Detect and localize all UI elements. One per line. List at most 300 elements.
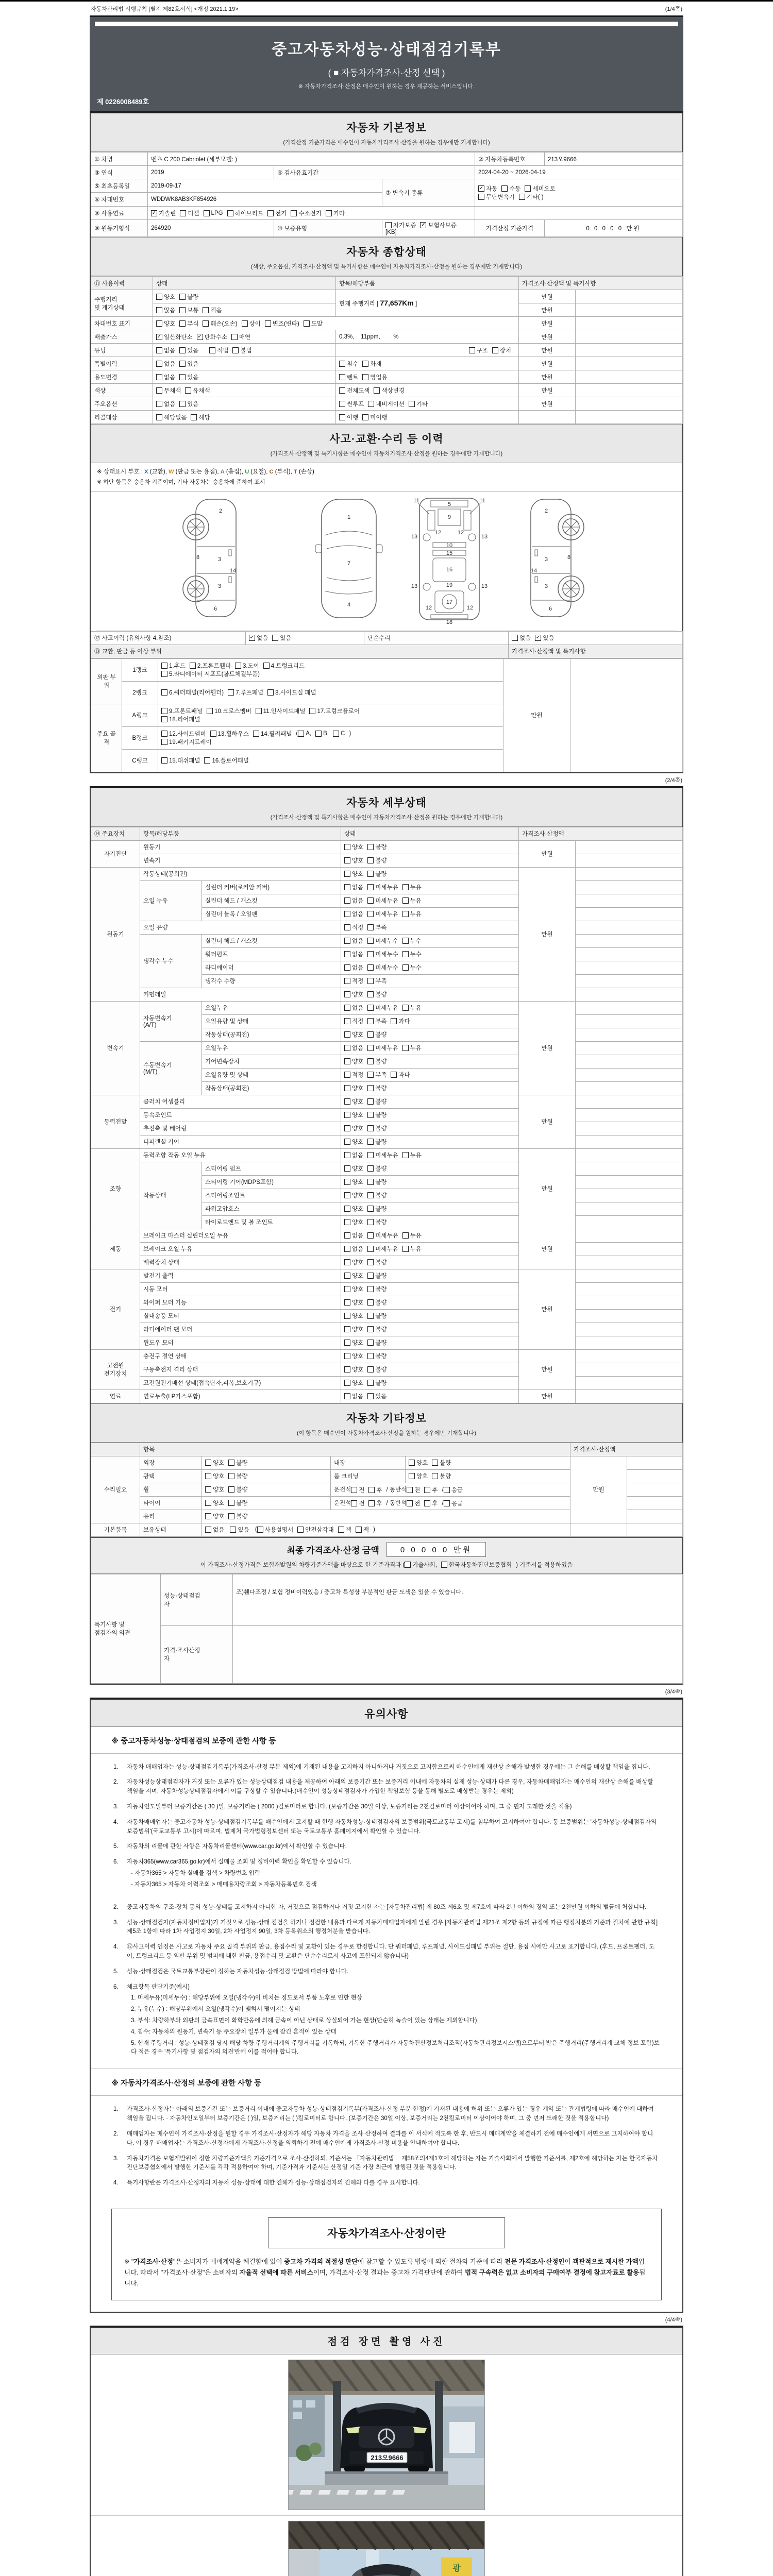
checkbox-box[interactable] [402, 897, 409, 904]
checkbox-불량[interactable] [367, 1097, 386, 1106]
checkbox-box[interactable] [525, 185, 531, 192]
checkbox-box[interactable] [344, 1326, 350, 1332]
checkbox-잭[interactable] [338, 1526, 351, 1534]
checkbox-불량[interactable] [432, 1459, 451, 1467]
checkbox-box[interactable] [156, 361, 162, 367]
checkbox-미세누유[interactable] [367, 1231, 398, 1240]
checkbox-양호[interactable] [205, 1459, 224, 1467]
checkbox-있음[interactable] [272, 634, 291, 642]
checkbox-box[interactable] [367, 1005, 374, 1011]
checkbox-box[interactable] [405, 1562, 411, 1568]
checkbox-기타[interactable] [409, 400, 428, 408]
checkbox-box[interactable] [402, 884, 409, 890]
checkbox-18.리어패널[interactable] [161, 715, 200, 723]
checkbox-box[interactable] [231, 334, 238, 340]
checkbox-후[interactable] [424, 1499, 438, 1507]
checkbox-부족[interactable] [367, 1071, 386, 1079]
checkbox-유채색[interactable] [185, 386, 210, 395]
checkbox-부족[interactable] [367, 923, 386, 931]
checkbox-box[interactable] [407, 1487, 413, 1493]
checkbox-8.사이드실 패널[interactable] [267, 688, 316, 697]
checkbox-box[interactable] [344, 1299, 350, 1306]
checkbox-무단변속기[interactable] [478, 193, 515, 201]
checkbox-없음[interactable] [156, 360, 175, 368]
checkbox-box[interactable] [344, 1313, 350, 1319]
checkbox-box[interactable] [367, 1152, 374, 1158]
checkbox-미이행[interactable] [362, 413, 387, 421]
checkbox-box[interactable] [402, 911, 409, 917]
checkbox-box[interactable] [344, 1380, 350, 1386]
checkbox-box[interactable] [227, 210, 233, 216]
checkbox-box[interactable] [205, 1527, 211, 1533]
checkbox-box[interactable] [368, 1500, 375, 1506]
checkbox-box[interactable] [367, 1018, 374, 1024]
checkbox-box[interactable] [367, 1179, 374, 1185]
checkbox-양호[interactable] [344, 1312, 363, 1320]
checkbox-보통[interactable] [179, 306, 198, 314]
checkbox-없음[interactable] [344, 1245, 363, 1253]
checkbox-양호[interactable] [344, 990, 363, 998]
checkbox-과다[interactable] [391, 1071, 410, 1079]
checkbox-C[interactable] [333, 731, 345, 737]
checkbox-box[interactable] [161, 708, 167, 714]
checkbox-있음[interactable] [179, 373, 198, 381]
checkbox-box[interactable] [344, 1098, 350, 1105]
checkbox-불량[interactable] [367, 1138, 386, 1146]
checkbox-box[interactable] [344, 1165, 350, 1172]
checkbox-보험사보증[interactable] [420, 221, 457, 229]
checkbox-box[interactable] [338, 1527, 344, 1533]
checkbox-양호[interactable] [344, 856, 363, 865]
checkbox-box[interactable] [291, 210, 297, 216]
checkbox-box[interactable] [367, 1098, 374, 1105]
checkbox-기술사회,[interactable] [405, 1561, 437, 1569]
checkbox-없음[interactable] [344, 1151, 363, 1159]
checkbox-box[interactable] [368, 1487, 375, 1493]
checkbox-box[interactable] [344, 1246, 350, 1252]
checkbox-box[interactable] [441, 1562, 447, 1568]
checkbox-box[interactable] [344, 1085, 350, 1091]
checkbox-잭[interactable] [356, 1526, 369, 1534]
checkbox-양호[interactable] [344, 843, 363, 851]
checkbox-없음[interactable] [344, 883, 363, 891]
checkbox-box[interactable]: ✓ [421, 222, 426, 228]
checkbox-불량[interactable] [367, 1178, 386, 1186]
checkbox-box[interactable] [344, 964, 350, 971]
checkbox-3.도어[interactable] [235, 662, 259, 670]
checkbox-box[interactable] [179, 320, 186, 327]
checkbox-양호[interactable] [409, 1472, 428, 1480]
checkbox-box[interactable] [409, 1473, 415, 1479]
checkbox-box[interactable] [207, 708, 213, 714]
checkbox-양호[interactable] [344, 1097, 363, 1106]
checkbox-box[interactable] [367, 1366, 374, 1372]
checkbox-양호[interactable] [205, 1499, 224, 1507]
checkbox-양호[interactable] [156, 293, 175, 301]
checkbox-box[interactable] [367, 1072, 374, 1078]
checkbox-box[interactable] [179, 374, 186, 380]
checkbox-없음[interactable] [205, 1526, 224, 1534]
checkbox-box[interactable] [161, 757, 167, 764]
checkbox-장치[interactable] [492, 346, 511, 354]
checkbox-불량[interactable] [367, 1191, 386, 1199]
checkbox-누유[interactable] [402, 910, 422, 918]
checkbox-box[interactable] [156, 320, 162, 327]
checkbox-box[interactable] [265, 320, 271, 327]
checkbox-한국자동차진단보증협회[interactable] [441, 1561, 512, 1569]
checkbox-부족[interactable] [367, 977, 386, 985]
checkbox-box[interactable] [344, 1179, 350, 1185]
checkbox-box[interactable] [344, 1366, 350, 1372]
checkbox-전[interactable] [407, 1499, 420, 1507]
checkbox-box[interactable]: ✓ [152, 210, 157, 216]
checkbox-box[interactable] [204, 757, 210, 764]
checkbox-있음[interactable] [179, 346, 198, 354]
checkbox-box[interactable] [228, 1513, 234, 1519]
checkbox-누유[interactable] [402, 1245, 422, 1253]
checkbox-box[interactable] [344, 857, 350, 863]
checkbox-불량[interactable] [228, 1485, 247, 1494]
checkbox-누유[interactable] [402, 1044, 422, 1052]
checkbox-box[interactable] [367, 1286, 374, 1292]
checkbox-16.플로어패널[interactable] [204, 756, 249, 765]
checkbox-후[interactable] [368, 1499, 382, 1507]
checkbox-누수[interactable] [402, 937, 422, 945]
checkbox-box[interactable] [367, 1139, 374, 1145]
checkbox-누유[interactable] [402, 1151, 422, 1159]
checkbox-양호[interactable] [344, 1111, 363, 1119]
checkbox-불량[interactable] [367, 1298, 386, 1307]
checkbox-box[interactable] [367, 1340, 374, 1346]
checkbox-box[interactable] [367, 1393, 374, 1399]
checkbox-미세누수[interactable] [367, 963, 398, 972]
checkbox-양호[interactable] [344, 1030, 363, 1039]
checkbox-누유[interactable] [402, 1231, 422, 1240]
checkbox-누수[interactable] [402, 950, 422, 958]
checkbox-불량[interactable] [367, 1164, 386, 1173]
checkbox-불량[interactable] [367, 1285, 386, 1293]
checkbox-box[interactable] [367, 938, 374, 944]
checkbox-box[interactable] [228, 1460, 234, 1466]
checkbox-10.크로스멤버[interactable] [207, 707, 251, 715]
checkbox-없음[interactable] [156, 400, 175, 408]
checkbox-box[interactable] [512, 635, 518, 641]
checkbox-box[interactable] [367, 1273, 374, 1279]
checkbox-box[interactable] [402, 1232, 409, 1239]
checkbox-적법[interactable] [209, 346, 228, 354]
checkbox-불량[interactable] [367, 1124, 386, 1132]
checkbox-box[interactable] [344, 978, 350, 984]
checkbox-적정[interactable] [344, 1017, 363, 1025]
checkbox-있음[interactable] [179, 400, 198, 408]
checkbox-양호[interactable] [344, 1258, 363, 1266]
checkbox-box[interactable] [362, 361, 368, 367]
checkbox-box[interactable] [203, 307, 209, 313]
checkbox-box[interactable] [333, 731, 339, 737]
checkbox-box[interactable] [409, 1460, 415, 1466]
checkbox-수소전기[interactable] [291, 209, 321, 217]
checkbox-box[interactable] [161, 716, 167, 722]
checkbox-box[interactable] [191, 414, 197, 420]
checkbox-미세누유[interactable] [367, 883, 398, 891]
checkbox-box[interactable] [367, 1112, 374, 1118]
checkbox-box[interactable]: ✓ [536, 635, 541, 641]
checkbox-box[interactable] [156, 414, 162, 420]
checkbox-box[interactable] [315, 731, 322, 737]
checkbox-양호[interactable] [205, 1512, 224, 1520]
checkbox-box[interactable] [444, 1500, 450, 1506]
checkbox-box[interactable] [326, 210, 332, 216]
checkbox-5.라디에이터 서포트(볼트체결부품)[interactable] [161, 670, 260, 678]
checkbox-box[interactable] [204, 210, 210, 216]
checkbox-box[interactable] [344, 871, 350, 877]
checkbox-불량[interactable] [367, 1057, 386, 1065]
checkbox-없음[interactable] [344, 1392, 363, 1400]
checkbox-불량[interactable] [367, 843, 386, 851]
checkbox-누유[interactable] [402, 883, 422, 891]
checkbox-양호[interactable] [344, 1205, 363, 1213]
checkbox-box[interactable] [367, 924, 374, 930]
checkbox-box[interactable]: ✓ [249, 635, 255, 641]
checkbox-양호[interactable] [344, 1124, 363, 1132]
checkbox-box[interactable] [344, 924, 350, 930]
checkbox-box[interactable]: ✓ [197, 333, 202, 340]
checkbox-box[interactable] [402, 951, 409, 957]
checkbox-box[interactable] [205, 1473, 211, 1479]
checkbox-box[interactable] [344, 1219, 350, 1225]
checkbox-없음[interactable] [344, 963, 363, 972]
checkbox-12.사이드멤버[interactable] [161, 730, 206, 738]
checkbox-box[interactable] [203, 320, 209, 327]
checkbox-box[interactable] [344, 1125, 350, 1131]
checkbox-box[interactable] [424, 1487, 430, 1493]
checkbox-box[interactable] [267, 210, 274, 216]
checkbox-있음[interactable] [535, 634, 554, 642]
checkbox-box[interactable] [362, 414, 368, 420]
checkbox-box[interactable] [267, 689, 274, 696]
checkbox-box[interactable] [179, 361, 186, 367]
checkbox-불량[interactable] [367, 1338, 386, 1347]
checkbox-전체도색[interactable] [339, 386, 369, 395]
checkbox-box[interactable] [367, 1045, 374, 1051]
checkbox-box[interactable] [432, 1460, 438, 1466]
checkbox-box[interactable] [179, 294, 186, 300]
checkbox-불량[interactable] [228, 1499, 247, 1507]
checkbox-box[interactable] [179, 307, 186, 313]
checkbox-수동[interactable] [501, 184, 520, 193]
checkbox-box[interactable] [367, 1031, 374, 1038]
checkbox-box[interactable] [407, 1500, 413, 1506]
checkbox-box[interactable] [367, 964, 374, 971]
checkbox-box[interactable] [344, 911, 350, 917]
checkbox-불량[interactable] [367, 1218, 386, 1226]
checkbox-box[interactable] [339, 387, 345, 394]
checkbox-전[interactable] [351, 1499, 364, 1507]
checkbox-box[interactable] [374, 387, 380, 394]
checkbox-box[interactable] [256, 708, 262, 714]
checkbox-box[interactable] [309, 708, 315, 714]
checkbox-불량[interactable] [432, 1472, 451, 1480]
checkbox-box[interactable] [344, 844, 350, 850]
checkbox-box[interactable] [344, 938, 350, 944]
checkbox-box[interactable] [351, 1500, 357, 1506]
checkbox-box[interactable] [344, 1340, 350, 1346]
checkbox-box[interactable] [205, 1513, 211, 1519]
checkbox-색상변경[interactable] [374, 386, 404, 395]
checkbox-미세누수[interactable] [367, 950, 398, 958]
checkbox-box[interactable] [339, 374, 345, 380]
checkbox-box[interactable] [210, 731, 216, 737]
checkbox-양호[interactable] [344, 1365, 363, 1374]
checkbox-불량[interactable] [228, 1512, 247, 1520]
checkbox-box[interactable] [190, 663, 196, 669]
checkbox-후[interactable] [368, 1486, 382, 1494]
checkbox-box[interactable] [205, 1460, 211, 1466]
checkbox-화재[interactable] [362, 360, 381, 368]
checkbox-침수[interactable] [339, 360, 358, 368]
checkbox-box[interactable] [161, 663, 167, 669]
checkbox-후[interactable] [424, 1486, 438, 1494]
checkbox-box[interactable]: ✓ [479, 185, 484, 191]
checkbox-도말[interactable] [304, 319, 323, 328]
checkbox-box[interactable] [367, 1058, 374, 1064]
checkbox-box[interactable] [367, 871, 374, 877]
checkbox-1.후드[interactable] [161, 662, 186, 670]
checkbox-14.필러패널[interactable] [253, 730, 292, 738]
checkbox-불량[interactable] [367, 1312, 386, 1320]
checkbox-4.트렁크리드[interactable] [263, 662, 305, 670]
checkbox-불량[interactable] [367, 1030, 386, 1039]
checkbox-적음[interactable] [203, 306, 222, 314]
checkbox-네비게이션[interactable] [368, 400, 405, 408]
checkbox-양호[interactable] [205, 1485, 224, 1494]
checkbox-있음[interactable] [367, 1392, 386, 1400]
checkbox-box[interactable] [263, 663, 270, 669]
checkbox-box[interactable] [424, 1500, 430, 1506]
checkbox-box[interactable] [161, 671, 167, 677]
checkbox-box[interactable] [298, 731, 304, 737]
checkbox-box[interactable] [344, 1232, 350, 1239]
checkbox-box[interactable] [367, 978, 374, 984]
checkbox-일산화탄소[interactable] [156, 333, 193, 341]
checkbox-없음[interactable] [344, 937, 363, 945]
checkbox-불량[interactable] [367, 1205, 386, 1213]
checkbox-양호[interactable] [344, 1352, 363, 1360]
checkbox-box[interactable] [179, 347, 186, 353]
checkbox-box[interactable] [242, 320, 248, 327]
checkbox-box[interactable] [156, 294, 162, 300]
checkbox-7.루프패널[interactable] [228, 688, 263, 697]
checkbox-불량[interactable] [367, 1365, 386, 1374]
checkbox-없음[interactable] [156, 373, 175, 381]
checkbox-box[interactable] [339, 361, 345, 367]
checkbox-box[interactable] [367, 884, 374, 890]
checkbox-양호[interactable] [344, 1338, 363, 1347]
checkbox-box[interactable] [367, 991, 374, 997]
checkbox-렌트[interactable] [339, 373, 358, 381]
checkbox-box[interactable] [235, 663, 241, 669]
checkbox-썬루프[interactable] [339, 400, 364, 408]
checkbox-box[interactable] [344, 1045, 350, 1051]
checkbox-box[interactable] [161, 739, 167, 745]
checkbox-box[interactable] [402, 1152, 409, 1158]
checkbox-box[interactable] [205, 1500, 211, 1506]
checkbox-미세누유[interactable] [367, 1004, 398, 1012]
checkbox-box[interactable] [344, 1259, 350, 1265]
checkbox-box[interactable] [344, 897, 350, 904]
checkbox-불량[interactable] [367, 1258, 386, 1266]
checkbox-19.패키지트레이[interactable] [161, 738, 212, 746]
checkbox-누유[interactable] [402, 1004, 422, 1012]
checkbox-하이브리드[interactable] [227, 209, 264, 217]
checkbox-9.프론트패널[interactable] [161, 707, 203, 715]
checkbox-부식[interactable] [179, 319, 198, 328]
checkbox-box[interactable] [391, 1018, 397, 1024]
checkbox-box[interactable] [228, 1473, 234, 1479]
checkbox-응급[interactable] [444, 1486, 463, 1494]
checkbox-영업용[interactable] [362, 373, 387, 381]
checkbox-없음[interactable] [512, 634, 531, 642]
checkbox-box[interactable] [344, 1286, 350, 1292]
checkbox-응급[interactable] [444, 1499, 463, 1507]
checkbox-box[interactable] [344, 1112, 350, 1118]
checkbox-box[interactable] [385, 222, 392, 228]
checkbox-없음[interactable] [344, 1231, 363, 1240]
checkbox-box[interactable] [257, 1527, 263, 1533]
checkbox-box[interactable] [156, 387, 162, 394]
checkbox-box[interactable] [351, 1487, 357, 1493]
checkbox-2.프론트휀더[interactable] [190, 662, 231, 670]
checkbox-box[interactable] [367, 1259, 374, 1265]
checkbox-6.쿼터패널(리어휀더)[interactable] [161, 688, 224, 697]
checkbox-미세누유[interactable] [367, 1245, 398, 1253]
checkbox-불량[interactable] [367, 1379, 386, 1387]
checkbox-전기[interactable] [267, 209, 287, 217]
checkbox-없음[interactable] [249, 634, 268, 642]
checkbox-무채색[interactable] [156, 386, 181, 395]
checkbox-box[interactable] [230, 1527, 236, 1533]
checkbox-미세누유[interactable] [367, 896, 398, 905]
checkbox-box[interactable] [156, 401, 162, 407]
checkbox-box[interactable] [367, 1353, 374, 1359]
checkbox-없음[interactable] [344, 1004, 363, 1012]
checkbox-box[interactable] [272, 635, 278, 641]
checkbox-box[interactable] [391, 1072, 397, 1078]
checkbox-누유[interactable] [402, 896, 422, 905]
checkbox-불량[interactable] [367, 1325, 386, 1333]
checkbox-box[interactable] [402, 964, 409, 971]
checkbox-box[interactable] [156, 307, 162, 313]
checkbox-box[interactable] [344, 1353, 350, 1359]
checkbox-해당[interactable] [191, 413, 210, 421]
checkbox-양호[interactable] [344, 1285, 363, 1293]
checkbox-box[interactable] [232, 347, 239, 353]
checkbox-box[interactable] [444, 1487, 450, 1493]
checkbox-box[interactable] [156, 374, 162, 380]
checkbox-양호[interactable] [344, 1218, 363, 1226]
checkbox-box[interactable] [228, 1500, 234, 1506]
checkbox-box[interactable] [367, 1313, 374, 1319]
checkbox-불량[interactable] [367, 1084, 386, 1092]
checkbox-과다[interactable] [391, 1017, 410, 1025]
checkbox-box[interactable] [339, 401, 345, 407]
checkbox-LPG[interactable] [204, 210, 223, 216]
checkbox-box[interactable] [185, 387, 191, 394]
checkbox-box[interactable] [478, 194, 484, 200]
checkbox-없음[interactable] [344, 1044, 363, 1052]
checkbox-box[interactable] [344, 1273, 350, 1279]
checkbox-양호[interactable] [344, 1178, 363, 1186]
